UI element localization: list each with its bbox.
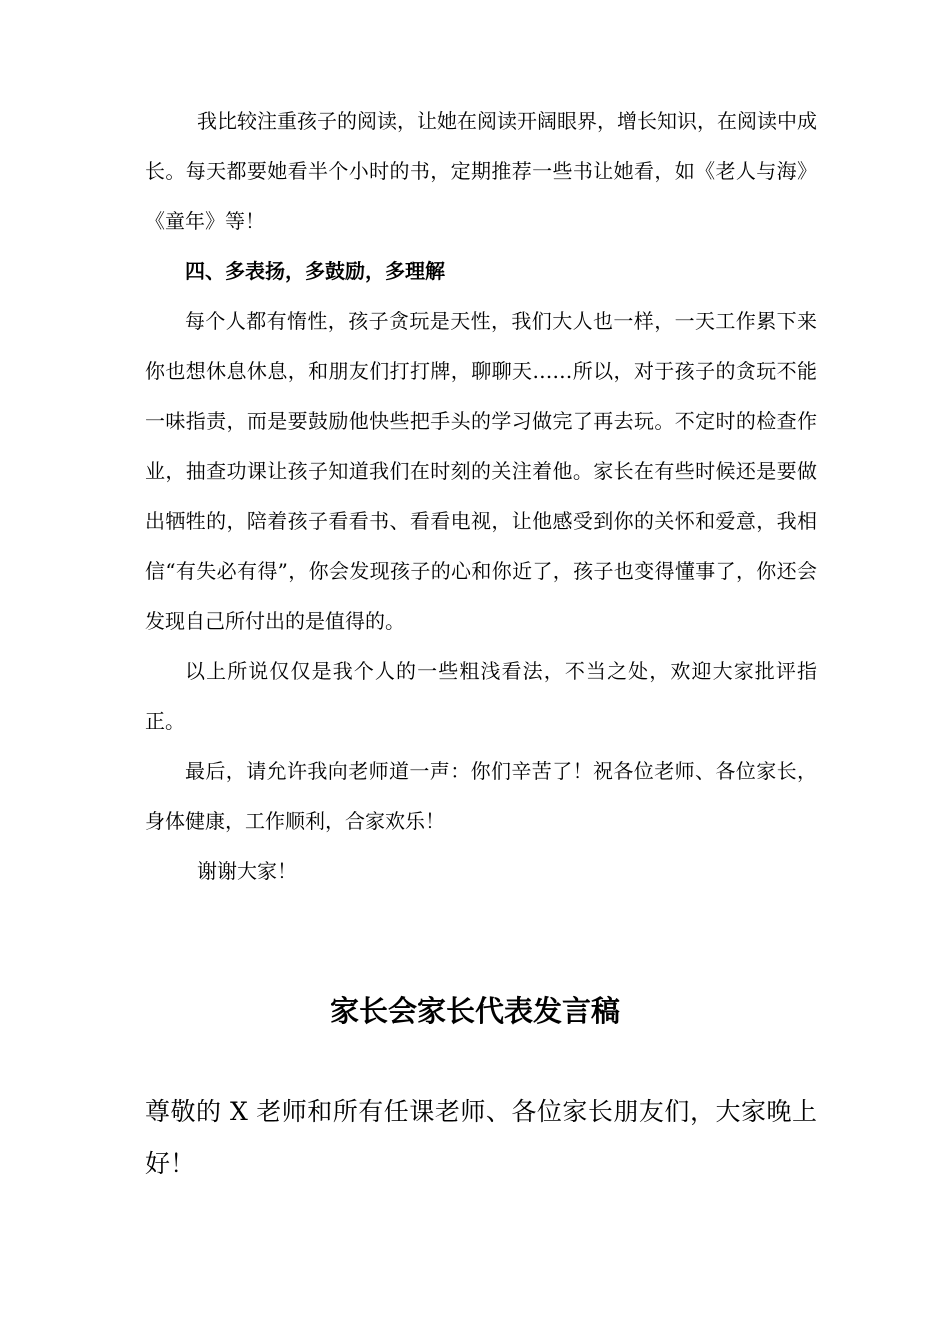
reading-paragraph: 我比较注重孩子的阅读，让她在阅读开阔眼界，增长知识，在阅读中成长。每天都要她看半个小时的书，定期推荐一些书让她看，如《老人与海》《童年》等！	[145, 109, 817, 233]
greeting-paragraph: 尊敬的 X 老师和所有任课老师、各位家长朋友们，大家晚上好！	[145, 1097, 817, 1178]
document-page	[145, 96, 817, 896]
thanks-line: 谢谢大家！	[197, 859, 297, 883]
speech-title: 家长会家长代表发言稿	[329, 994, 620, 1028]
laziness-paragraph: 每个人都有惰性，孩子贪玩是天性，我们大人也一样，一天工作累下来你也想休息休息，和朋友们打打牌，聊聊天……所以，对于孩子的贪玩不能一味指责，而是要鼓励他快些把手头的学习做完了再去玩。不定时的检查作业，抽查功课让孩子知道我们在时刻的关注着他。家长在有些时候还是要做出牺牲的，陪着孩子看看书、看看电视，让他感受到你的关怀和爱意，我相信“有失必有得”，你会发现孩子的心和你近了，孩子也变得懂事了，你还会发现自己所付出的是值得的。	[145, 309, 817, 633]
closing-paragraph: 最后，请允许我向老师道一声：你们辛苦了！祝各位老师、各位家长，身体健康，工作顺利，合家欢乐！	[145, 759, 817, 833]
section-heading-4: 四、多表扬，多鼓励，多理解	[185, 259, 445, 283]
humble-opinion-paragraph: 以上所说仅仅是我个人的一些粗浅看法，不当之处，欢迎大家批评指正。	[145, 659, 817, 733]
